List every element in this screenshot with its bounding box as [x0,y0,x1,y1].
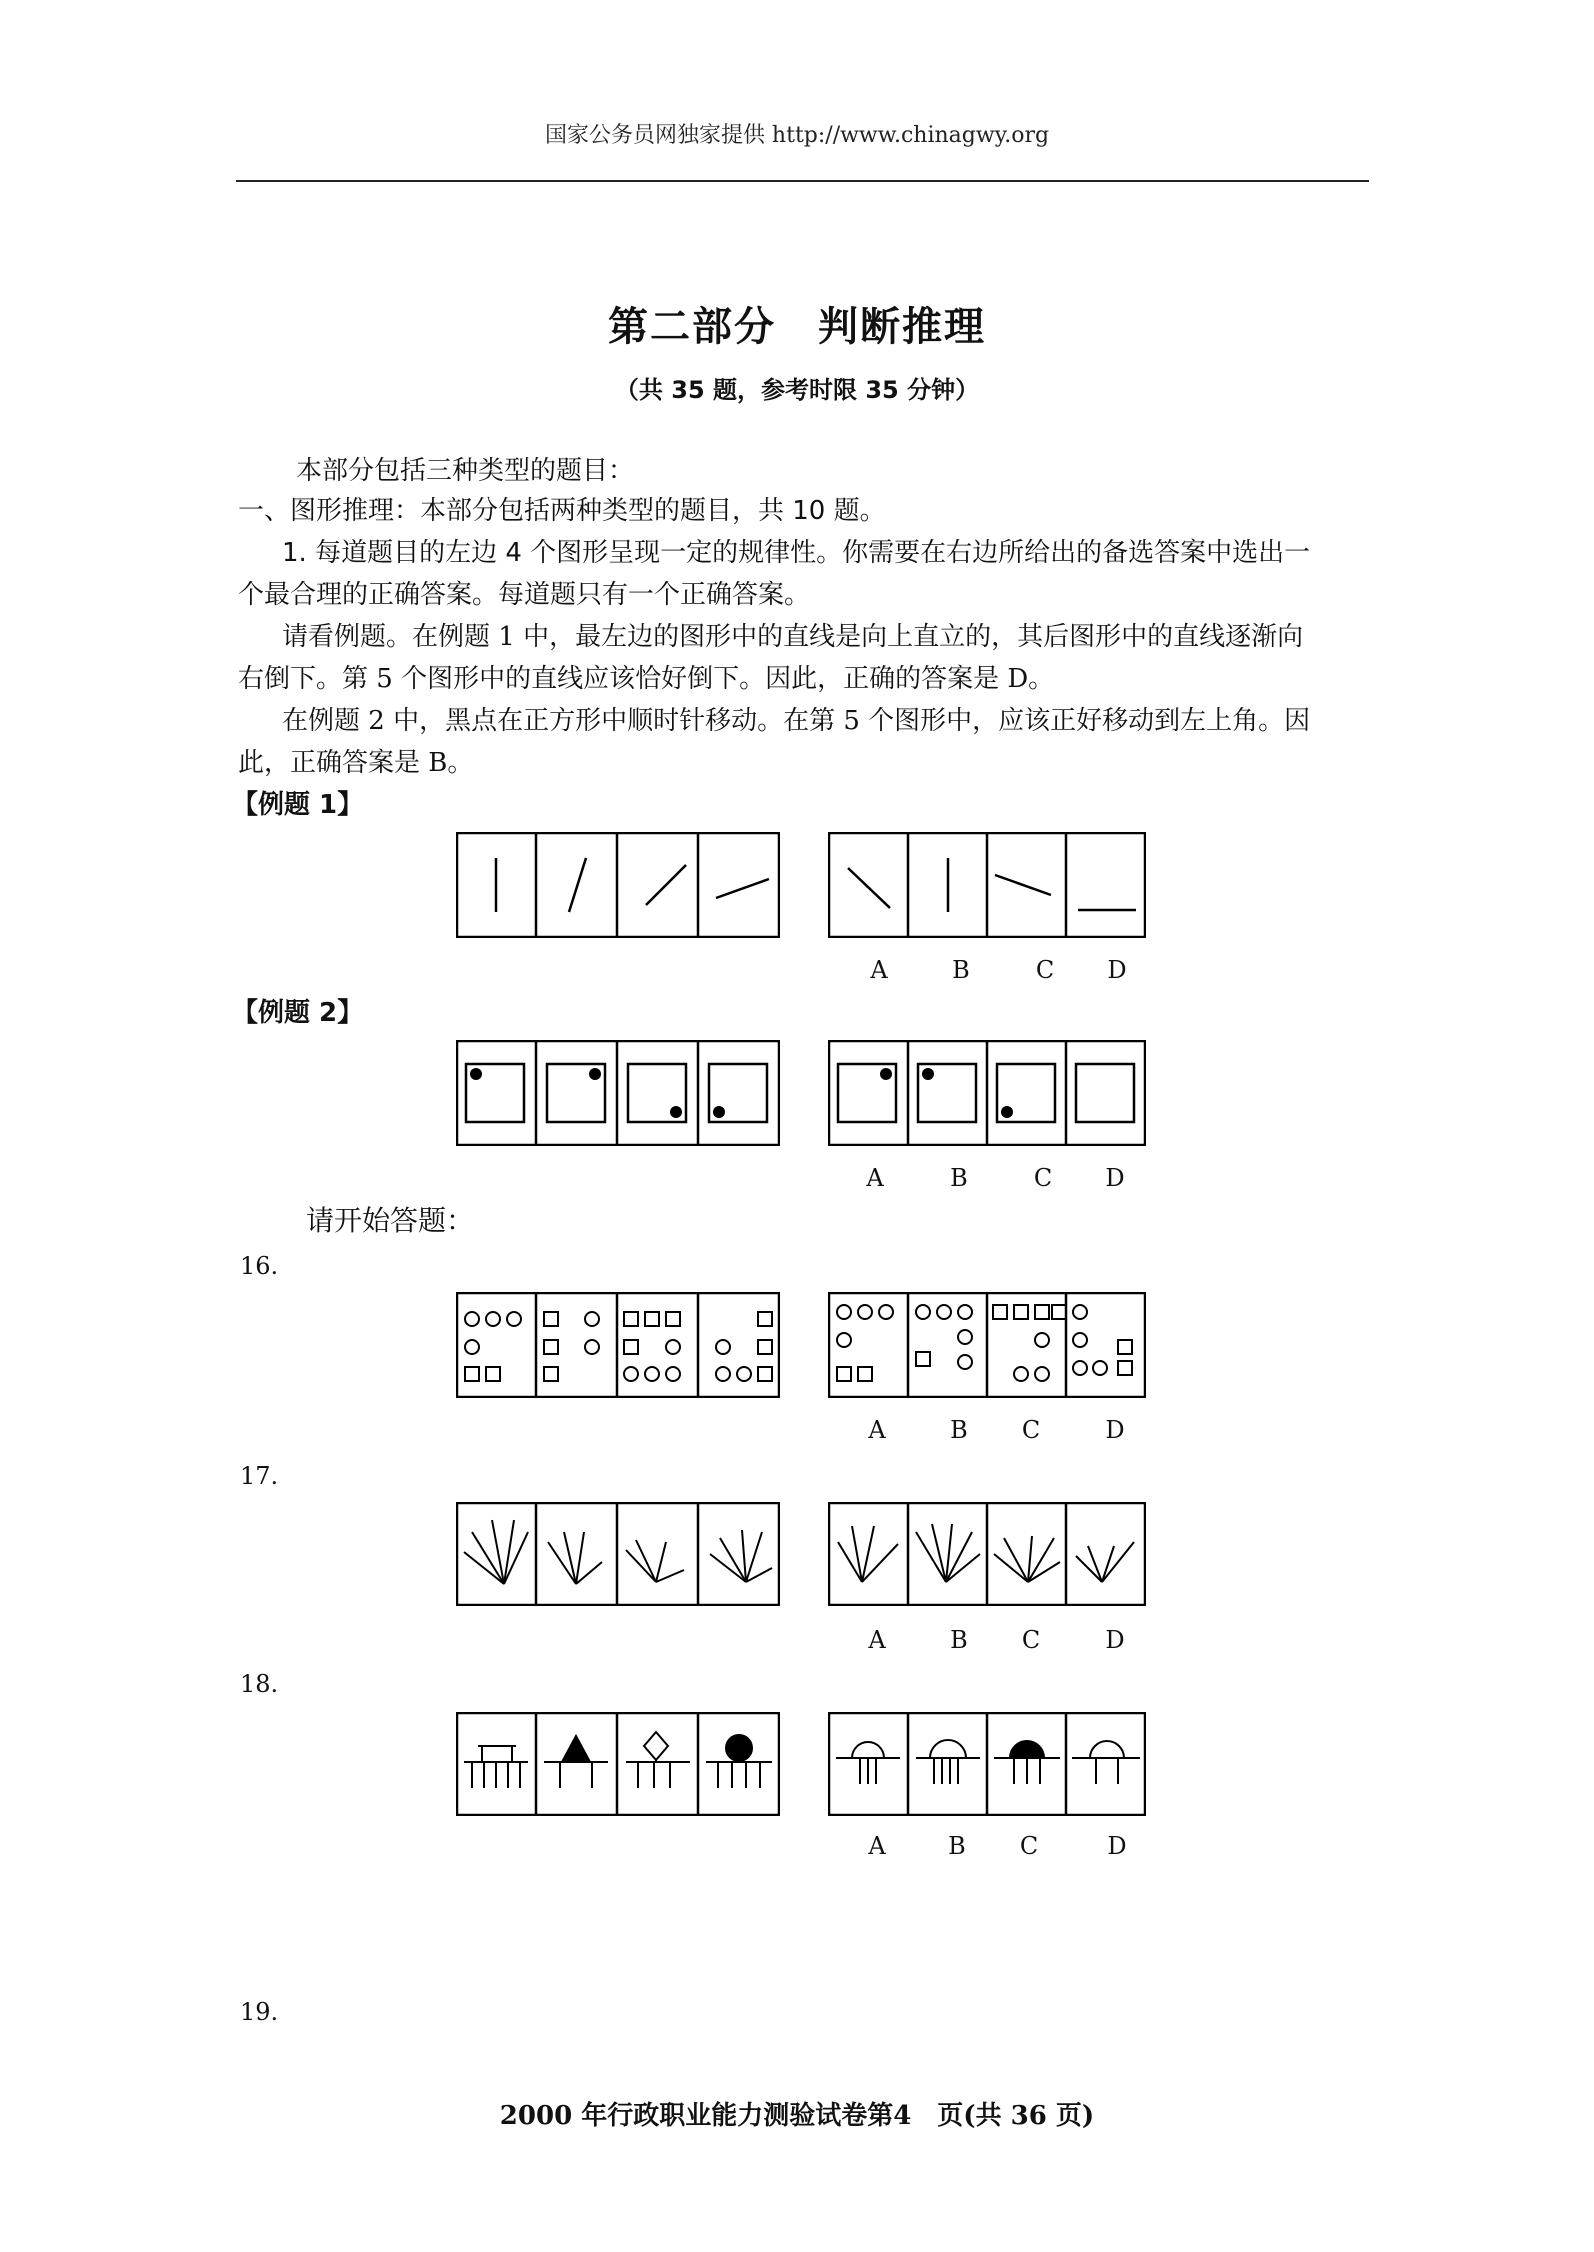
example-1-option-c: C [1035,956,1055,984]
example-2-question-figures [456,1040,780,1146]
example-1-question-figures [456,832,780,938]
question-17-option-b: B [950,1626,968,1654]
question-17-option-c: C [1021,1626,1041,1654]
page-header: 国家公务员网独家提供 http://www.chinagwy.org [544,123,1050,148]
intro-line-5: 请看例题。在例题 1 中，最左边的图形中的直线是向上直立的，其后图形中的直线逐渐向 [282,622,1304,652]
example-2-option-a: A [866,1164,884,1192]
example-2-option-b: B [950,1164,968,1192]
example-1-label: 【例题 1】 [232,790,364,820]
start-answering-text: 请开始答题： [306,1204,475,1237]
intro-line-6: 右倒下。第 5 个图形中的直线应该恰好倒下。因此，正确的答案是 D。 [238,664,1055,694]
question-18-option-a: A [868,1832,886,1860]
section-subtitle: （共 35 题，参考时限 35 分钟） [614,376,980,404]
question-18-option-c: C [1019,1832,1039,1860]
intro-line-7: 在例题 2 中，黑点在正方形中顺时针移动。在第 5 个图形中，应该正好移动到左上角。因 [282,706,1311,736]
question-17-option-a: A [868,1626,886,1654]
question-16-option-c: C [1021,1416,1041,1444]
question-18-option-b: B [948,1832,966,1860]
page-footer: 2000 年行政职业能力测验试卷第4 页(共 36 页) [499,2101,1095,2131]
question-18-answer-figures [828,1712,1146,1816]
question-17-option-d: D [1105,1626,1125,1654]
example-1-option-b: B [952,956,970,984]
example-1-option-d: D [1107,956,1127,984]
section-title: 第二部分 判断推理 [608,304,986,350]
question-19-number: 19. [240,1998,279,2026]
question-16-option-d: D [1105,1416,1125,1444]
question-16-option-a: A [868,1416,886,1444]
intro-line-8: 此，正确答案是 B。 [238,748,474,778]
question-17-figures [456,1502,780,1606]
question-17-answer-figures [828,1502,1146,1606]
example-2-answer-figures [828,1040,1146,1146]
question-16-number: 16. [240,1252,279,1280]
intro-line-1: 本部分包括三种类型的题目： [296,456,635,486]
example-2-option-d: D [1105,1164,1125,1192]
question-16-option-b: B [950,1416,968,1444]
question-18-number: 18. [240,1670,279,1698]
header-rule [236,180,1369,182]
intro-line-4: 个最合理的正确答案。每道题只有一个正确答案。 [238,580,811,610]
intro-line-2: 一、图形推理：本部分包括两种类型的题目，共 10 题。 [238,496,886,526]
question-18-figures [456,1712,780,1816]
question-18-option-d: D [1107,1832,1127,1860]
example-1-answer-figures [828,832,1146,938]
example-2-label: 【例题 2】 [232,998,364,1028]
question-16-figures [456,1292,780,1398]
question-16-answer-figures [828,1292,1146,1398]
example-2-option-c: C [1033,1164,1053,1192]
question-17-number: 17. [240,1462,279,1490]
intro-line-3: 1. 每道题目的左边 4 个图形呈现一定的规律性。你需要在右边所给出的备选答案中选出一 [282,538,1311,568]
example-1-option-a: A [870,956,888,984]
